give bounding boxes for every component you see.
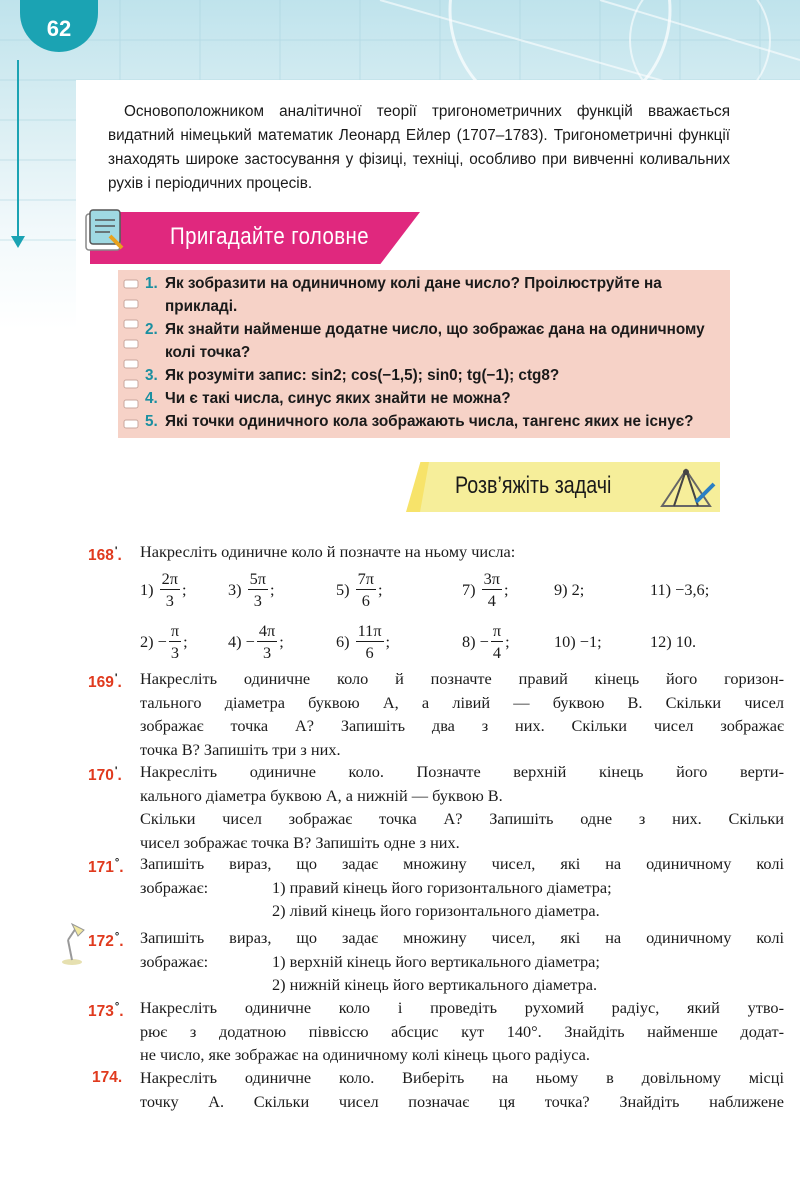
- problem-174: [88, 1066, 788, 1116]
- lamp-icon: [58, 920, 86, 966]
- problem-173: [88, 996, 788, 1068]
- problem-number: 170'.: [88, 765, 122, 785]
- problem-169: [88, 667, 788, 763]
- page-number: 62: [20, 0, 98, 52]
- questions-list: [145, 272, 725, 433]
- number-item: 5) $\frac{7\pi}{6}$ ;: [336, 568, 383, 610]
- question-item: [145, 364, 725, 387]
- intro-paragraph: Основоположником аналітичної теорії тригонометричних функцій вважається видатний німецький математик Леонард Ейлер (1707–1783). Тригонометричні функції знаходять широке застосування у фізиці, техніці, особливо при вивченні коливальних рухів і періодичних процесів.: [108, 103, 730, 192]
- notebook-icon: [80, 206, 126, 254]
- question-text: Як розуміти запис: sin2; cos(−1,5); sin0; tg(−1); ctg8?: [165, 367, 560, 384]
- problem-number: 169'.: [88, 672, 122, 692]
- number-item: 8) − $\frac{\pi}{4}$ ;: [462, 620, 510, 662]
- number-item: 9) 2;: [554, 580, 585, 599]
- fraction: $\frac{4\pi}{3}$: [258, 620, 276, 662]
- drafting-tools-icon: [656, 466, 716, 512]
- number-list-row-2: [140, 614, 740, 670]
- number-item: 11) −3,6;: [650, 580, 710, 599]
- fraction: $\frac{\pi}{4}$: [492, 620, 502, 662]
- number-item: 10) −1;: [554, 632, 602, 651]
- number-item: 7) $\frac{3\pi}{4}$ ;: [462, 568, 509, 610]
- question-item: [145, 387, 725, 410]
- number-item: 3) $\frac{5\pi}{3}$ ;: [228, 568, 275, 610]
- question-number: 1.: [145, 275, 158, 292]
- problem-number: 171°.: [88, 857, 124, 877]
- problem-text: Накресліть одиничне коло і проведіть рухомий радіус, який утво- рює з додатною піввіссю абсцис кут 140°. Знайдіть найменше додат- не число, яке зображає на одиничному колі кінець цього радіуса.: [140, 998, 784, 1064]
- solve-title: Розв’яжіть задачі: [455, 472, 612, 499]
- question-text: Які точки одиничного кола зображають числа, тангенс яких не існує?: [165, 413, 694, 430]
- question-text: Чи є такі числа, синус яких знайти не можна?: [165, 390, 511, 407]
- problem-text: Запишіть вираз, що задає множину чисел, які на одиничному колі зображає: 1) правий кінець його горизонтального діаметра; 2) лівий кінець його горизонтального діаметра.: [140, 854, 784, 920]
- question-text: Як знайти найменше додатне число, що зображає дана на одиничному колі точка?: [165, 321, 705, 361]
- problem-text: Запишіть вираз, що задає множину чисел, які на одиничному колі зображає: 1) верхній кінець його вертикального діаметра; 2) нижній кінець його вертикального діаметра.: [140, 928, 784, 994]
- fraction: $\frac{11\pi}{6}$: [357, 620, 382, 662]
- number-item: 6) $\frac{11\pi}{6}$ ;: [336, 620, 391, 662]
- problem-171: [88, 852, 788, 924]
- problem-number: 174.: [92, 1069, 123, 1086]
- number-item: 2) − $\frac{\pi}{3}$ ;: [140, 620, 188, 662]
- number-item: 12) 10.: [650, 632, 697, 651]
- arrow-down-icon: [11, 236, 25, 248]
- problem-172: [88, 926, 788, 998]
- problem-170: [88, 760, 788, 856]
- question-item: [145, 318, 725, 364]
- fraction: $\frac{\pi}{3}$: [170, 620, 180, 662]
- question-item: [145, 272, 725, 318]
- notebook-rings-icon: [122, 278, 140, 438]
- fraction: $\frac{5\pi}{3}$: [249, 568, 267, 610]
- fraction: $\frac{3\pi}{4}$: [483, 568, 501, 610]
- number-list-row-1: [140, 562, 740, 618]
- question-number: 3.: [145, 367, 158, 384]
- problem-number: 172°.: [88, 931, 124, 951]
- number-item: 1) $\frac{2\pi}{3}$ ;: [140, 568, 187, 610]
- problem-number: 168'.: [88, 545, 122, 565]
- problem-number: 173°.: [88, 1001, 124, 1021]
- question-number: 4.: [145, 390, 158, 407]
- problem-text: Накресліть одиничне коло й позначте на ньому числа:: [140, 542, 516, 561]
- question-text: Як зобразити на одиничному колі дане число? Проілюструйте на прикладі.: [165, 275, 662, 315]
- problem-text: Накресліть одиничне коло. Виберіть на ньому в довільному місці точку A. Скільки чисел позначає ця точка? Знайдіть наближене: [140, 1068, 784, 1111]
- question-number: 2.: [145, 321, 158, 338]
- remember-title: Пригадайте головне: [170, 223, 369, 250]
- fraction: $\frac{7\pi}{6}$: [357, 568, 375, 610]
- number-item: 4) − $\frac{4\pi}{3}$ ;: [228, 620, 284, 662]
- question-item: [145, 410, 725, 433]
- question-number: 5.: [145, 413, 158, 430]
- problem-text: Накресліть одиничне коло. Позначте верхній кінець його верти- кального діаметра буквою A, а нижній — буквою B. Скільки чисел зображає точка A? Запишіть одне з них. Скільки чисел зображає точка B? Запишіть одне з них.: [140, 762, 784, 852]
- fraction: $\frac{2\pi}{3}$: [161, 568, 179, 610]
- margin-line: [17, 60, 19, 240]
- problem-text: Накресліть одиничне коло й позначте правий кінець його горизон- тального діаметра буквою A, а лівий — буквою B. Скільки чисел зображає точка A? Запишіть два з них. Скільки чисел зображає точка B? Запишіть три з них.: [140, 669, 784, 759]
